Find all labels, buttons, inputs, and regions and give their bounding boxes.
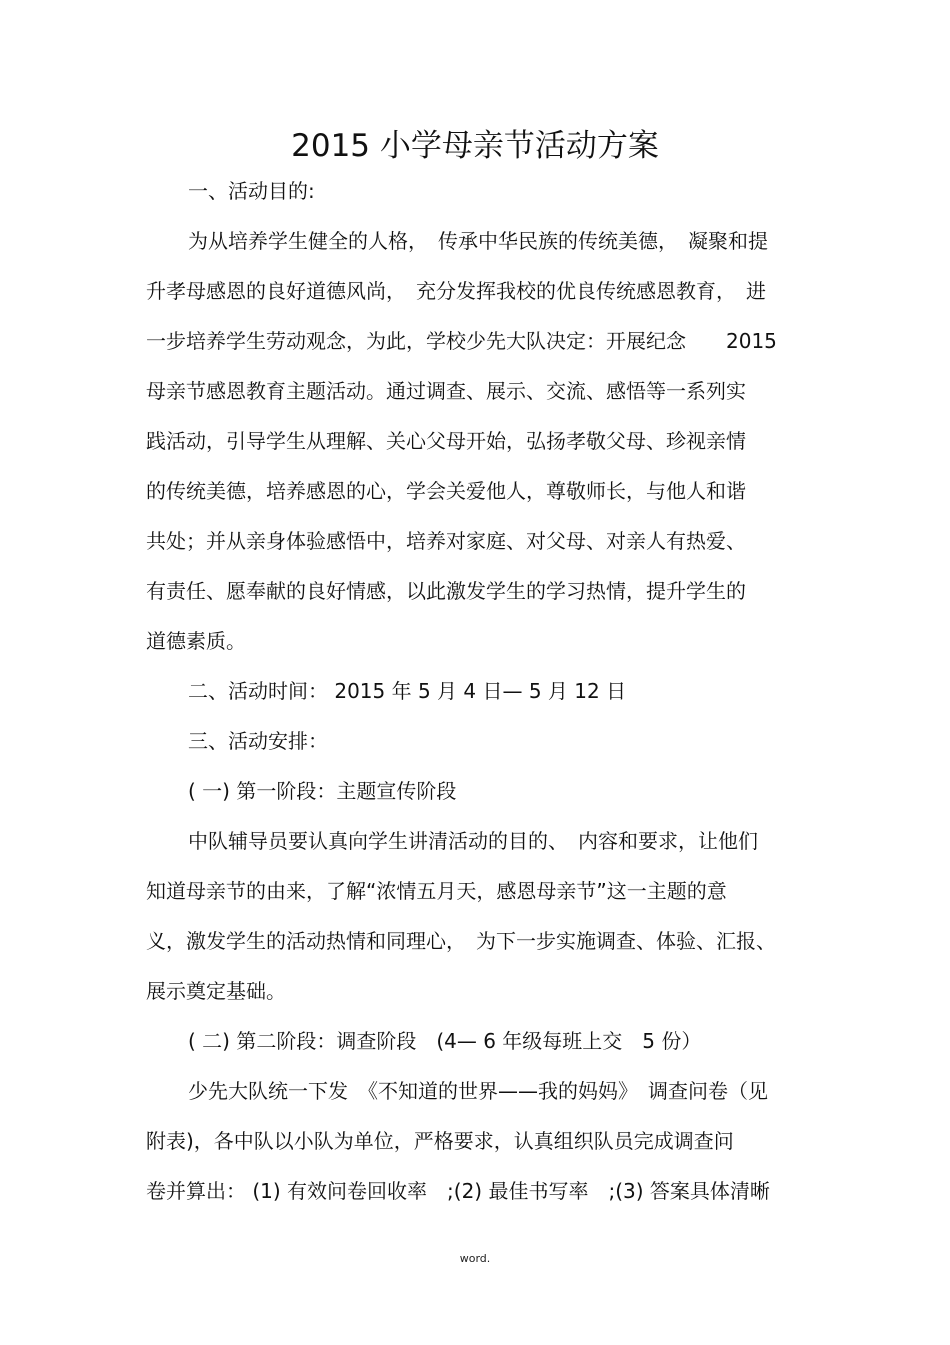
section-heading-time: 二、活动时间： 2015 年 5 月 4 日— 5 月 12 日 [188,679,627,703]
subsection-heading-stage-two: ( 二) 第二阶段：调查阶段 (4— 6 年级每班上交 5 份） [188,1029,702,1053]
paragraph-line: 践活动，引导学生从理解、关心父母开始，弘扬孝敬父母、珍视亲情 [146,429,746,453]
paragraph-line: 少先大队统一下发 《不知道的世界——我的妈妈》 调查问卷（见 [188,1079,768,1103]
page-footer: word. [459,1252,491,1265]
paragraph-line: 升孝母感恩的良好道德风尚， 充分发挥我校的优良传统感恩教育， 进 [146,279,766,303]
paragraph-line: 义，激发学生的活动热情和同理心， 为下一步实施调查、体验、汇报、 [146,929,776,953]
paragraph-line: 母亲节感恩教育主题活动。通过调查、展示、交流、感悟等一系列实 [146,379,746,403]
paragraph-line: 共处；并从亲身体验感悟中，培养对家庭、对父母、对亲人有热爱、 [146,529,746,553]
paragraph-line: 知道母亲节的由来，了解“浓情五月天，感恩母亲节”这一主题的意 [146,879,727,903]
section-heading-arrangement: 三、活动安排： [188,729,328,753]
paragraph-line: 卷并算出： (1) 有效问卷回收率 ;(2) 最佳书写率 ;(3) 答案具体清晰 [146,1179,770,1203]
paragraph-line: 附表)，各中队以小队为单位，严格要求，认真组织队员完成调查问 [146,1129,734,1153]
paragraph-line: 有责任、愿奉献的良好情感，以此激发学生的学习热情，提升学生的 [146,579,746,603]
paragraph-line: 一步培养学生劳动观念，为此，学校少先大队决定：开展纪念 2015 [146,329,777,353]
document-title: 2015 小学母亲节活动方案 [291,128,659,164]
paragraph-line: 展示奠定基础。 [146,979,286,1003]
section-heading-purpose: 一、活动目的: [188,179,315,203]
subsection-heading-stage-one: ( 一) 第一阶段：主题宣传阶段 [188,779,457,803]
paragraph-line: 的传统美德，培养感恩的心，学会关爱他人，尊敬师长，与他人和谐 [146,479,746,503]
paragraph-line: 中队辅导员要认真向学生讲清活动的目的、 内容和要求，让他们 [188,829,758,853]
paragraph-line: 为从培养学生健全的人格， 传承中华民族的传统美德， 凝聚和提 [188,229,768,253]
paragraph-line: 道德素质。 [146,629,246,653]
